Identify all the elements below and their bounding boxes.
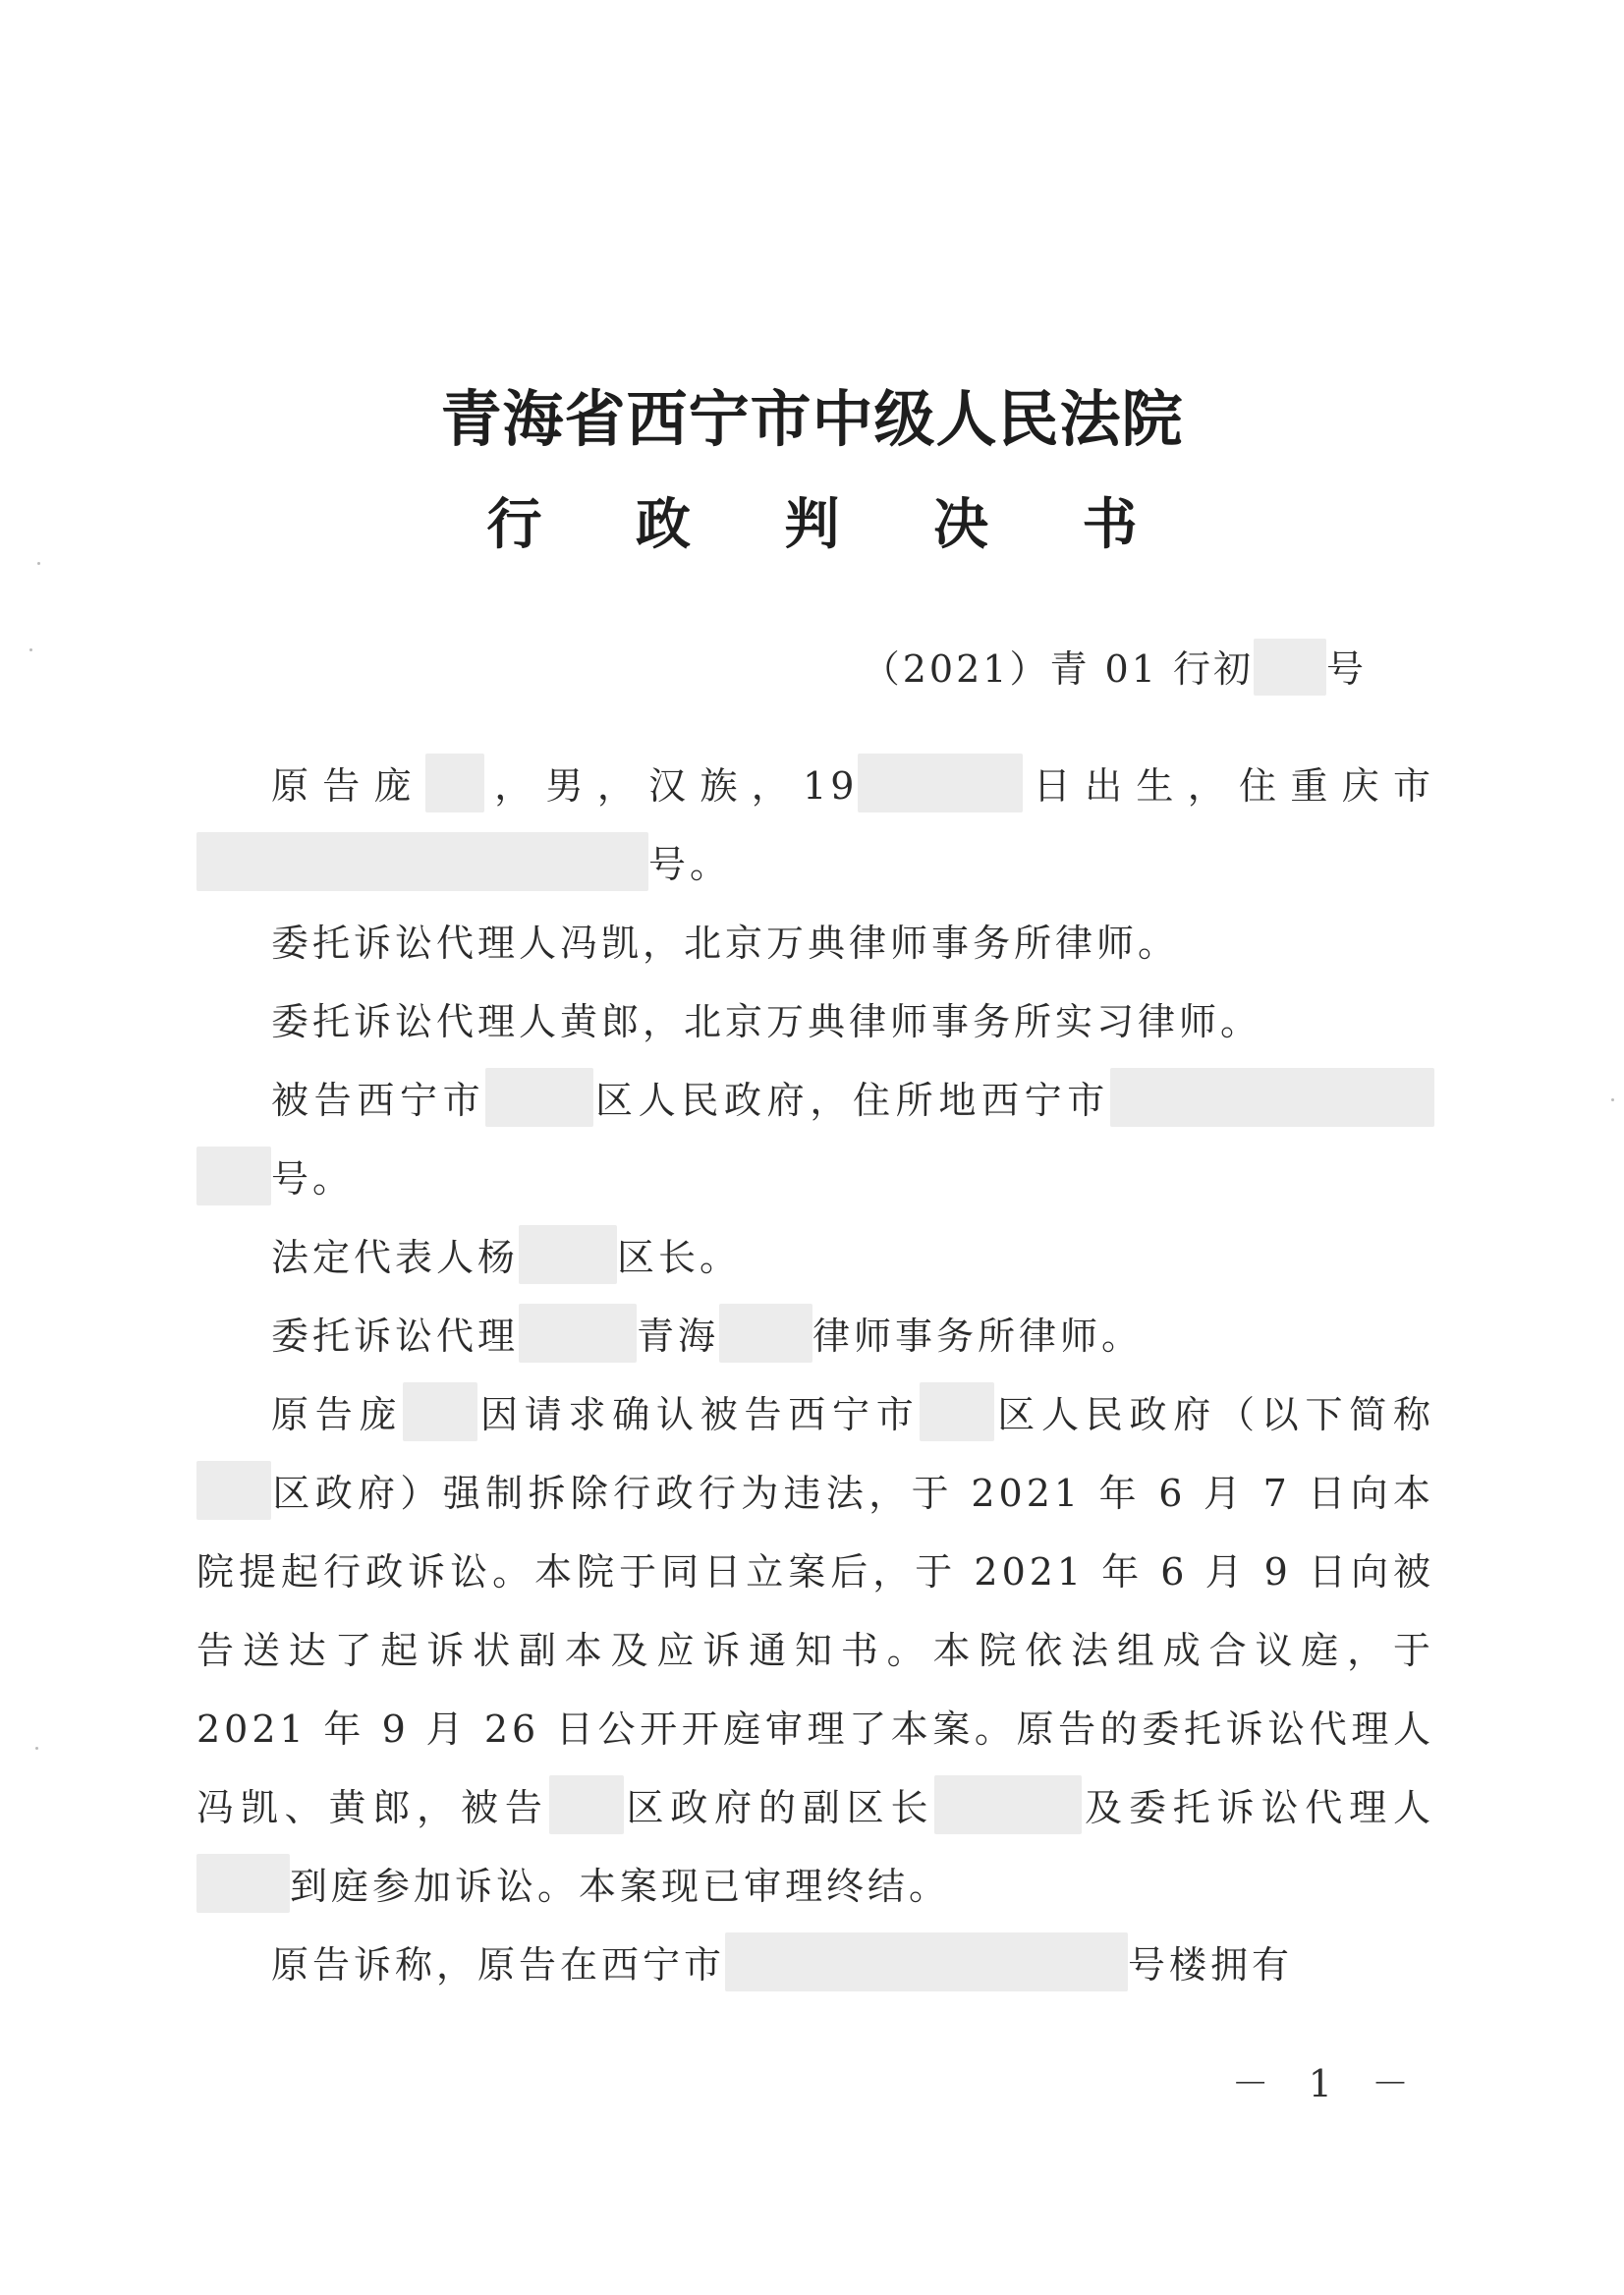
case-number-prefix: （2021）青 01 行初	[862, 647, 1254, 691]
scan-speck	[1611, 1098, 1614, 1101]
paragraph-legal-representative: 法定代表人杨 区长。	[196, 1218, 1434, 1297]
redaction-block	[1110, 1068, 1434, 1127]
redaction-block	[549, 1775, 624, 1834]
redaction-block	[719, 1304, 812, 1363]
paragraph-defendant: 被告西宁市 区人民政府，住所地西宁市号。	[196, 1061, 1434, 1218]
court-name: 青海省西宁市中级人民法院	[440, 383, 1184, 455]
paragraph-plaintiff: 原告庞 ，男，汉族，19 日出生，住重庆市号。	[196, 747, 1434, 904]
scan-speck	[35, 1747, 38, 1750]
page-number: － 1 －	[1231, 2062, 1423, 2105]
document-type: 行 政 判 决 书	[486, 492, 1175, 557]
paragraph-agent-2: 委托诉讼代理人黄郎，北京万典律师事务所实习律师。	[271, 1000, 1262, 1043]
redaction-block	[425, 754, 484, 812]
redaction-block	[519, 1225, 617, 1284]
document-body	[196, 747, 1434, 2004]
redaction-block	[196, 832, 648, 891]
paragraph-agent-1: 委托诉讼代理人冯凯，北京万典律师事务所律师。	[271, 922, 1180, 965]
redaction-block	[1254, 639, 1326, 696]
redaction-block	[485, 1068, 593, 1127]
paragraph-defendant-agent: 委托诉讼代理 青海 律师事务所律师。	[196, 1297, 1434, 1375]
redaction-block	[403, 1382, 477, 1441]
redaction-block	[920, 1382, 994, 1441]
redaction-block	[196, 1854, 290, 1913]
scan-speck	[29, 648, 32, 651]
case-number-suffix: 号	[1325, 647, 1367, 691]
scan-speck	[37, 562, 40, 565]
case-number	[863, 639, 1367, 696]
redaction-block	[196, 1147, 271, 1205]
redaction-block	[519, 1304, 637, 1363]
paragraph-procedure: 原告庞 因请求确认被告西宁市 区人民政府（以下简称区政府）强制拆除行政行为违法，于 2021 年 6 月 7 日向本院提起行政诉讼。本院于同日立案后，于 2021 年 6 月 9 日向被告送达了起诉状副本及应诉通知书。本院依法组成合议庭，于 2021 年 9 月 26 日公开开庭审理了本案。原告的委托诉讼代理人冯凯、黄郎，被告 区政府的副区长 及委托诉讼代理人到庭参加诉讼。本案现已审理终结。	[196, 1375, 1434, 1926]
paragraph-claim: 原告诉称，原告在西宁市 号楼拥有	[196, 1926, 1434, 2004]
redaction-block	[858, 754, 1023, 812]
redaction-block	[934, 1775, 1082, 1834]
redaction-block	[196, 1461, 271, 1520]
redaction-block	[725, 1932, 1128, 1991]
